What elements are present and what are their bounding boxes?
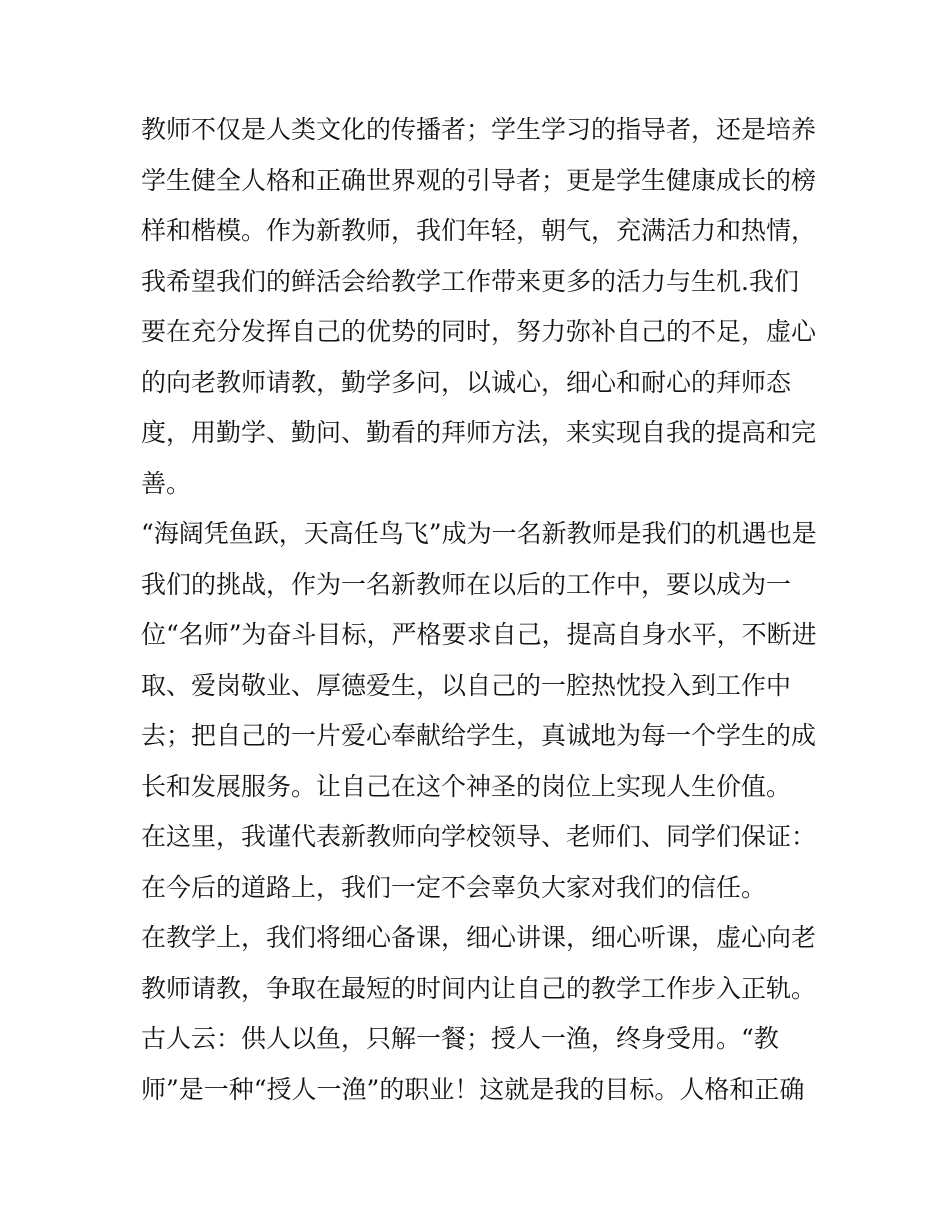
text-line: 师”是一种“授人一渔”的职业！这就是我的目标。人格和正确 bbox=[141, 1075, 805, 1104]
text-line: 我们的挑战，作为一名新教师在以后的工作中，要以成为一 bbox=[141, 570, 792, 599]
text-line: 要在充分发挥自己的优势的同时，努力弥补自己的不足，虚心 bbox=[141, 317, 817, 346]
text-line: 我希望我们的鲜活会给教学工作带来更多的活力与生机.我们 bbox=[141, 267, 799, 296]
text-line: 度，用勤学、勤问、勤看的拜师方法，来实现自我的提高和完 bbox=[141, 418, 817, 447]
text-line: 取、爱岗敬业、厚德爱生，以自己的一腔热忱投入到工作中 bbox=[141, 671, 792, 700]
text-line: 在这里，我谨代表新教师向学校领导、老师们、同学们保证： bbox=[141, 822, 817, 851]
text-line: 位“名师”为奋斗目标，严格要求自己，提高自身水平，不断进 bbox=[141, 620, 817, 649]
text-line: 在今后的道路上，我们一定不会辜负大家对我们的信任。 bbox=[141, 873, 767, 902]
text-line: 善。 bbox=[141, 469, 192, 498]
text-line: 样和楷模。作为新教师，我们年轻，朝气，充满活力和热情， bbox=[141, 216, 817, 245]
text-line: 教师不仅是人类文化的传播者；学生学习的指导者，还是培养 bbox=[141, 115, 817, 144]
text-line: 在教学上，我们将细心备课，细心讲课，细心听课，虚心向老 bbox=[141, 923, 817, 952]
text-line: 去；把自己的一片爱心奉献给学生，真诚地为每一个学生的成 bbox=[141, 721, 817, 750]
text-line: 长和发展服务。让自己在这个神圣的岗位上实现人生价值。 bbox=[141, 772, 792, 801]
text-line: 学生健全人格和正确世界观的引导者；更是学生健康成长的榜 bbox=[141, 166, 817, 195]
text-line: “海阔凭鱼跃，天高任鸟飞”成为一名新教师是我们的机遇也是 bbox=[141, 519, 817, 548]
text-line: 教师请教，争取在最短的时间内让自己的教学工作步入正轨。 bbox=[141, 974, 817, 1003]
text-line: 的向老教师请教，勤学多问，以诚心，细心和耐心的拜师态 bbox=[141, 368, 792, 397]
text-line: 古人云：供人以鱼，只解一餐；授人一渔，终身受用。“教 bbox=[141, 1024, 779, 1053]
